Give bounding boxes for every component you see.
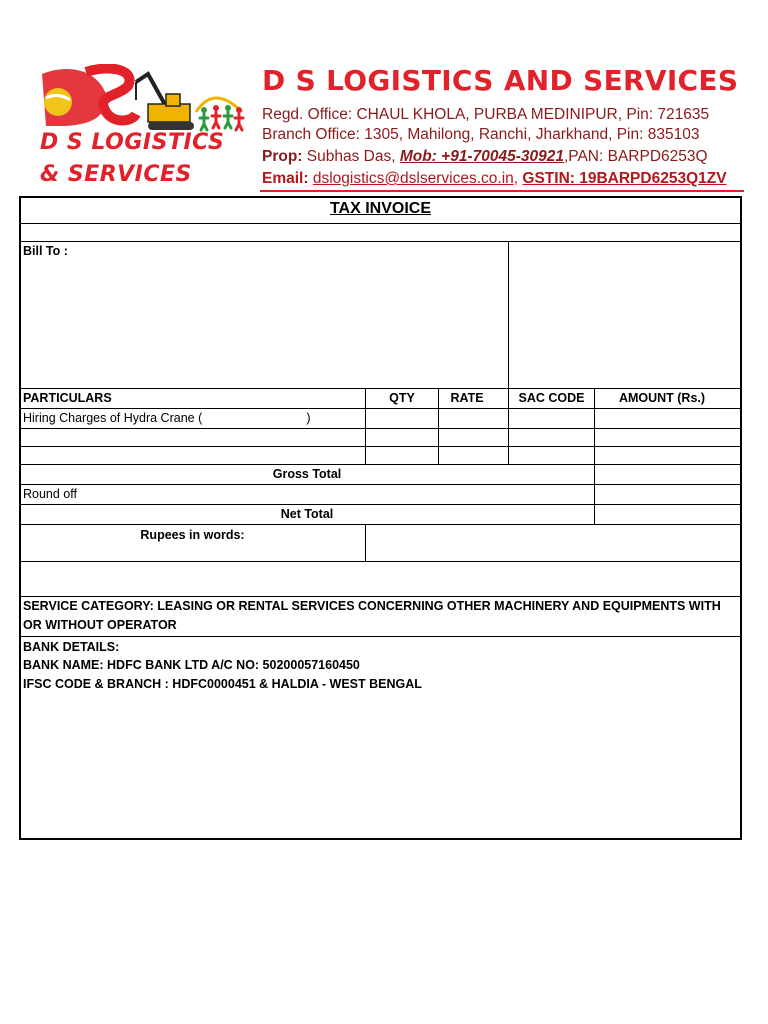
logo-text-line1: D S LOGISTICS — [40, 130, 225, 155]
header-divider — [260, 190, 744, 192]
rupees-in-words-label: Rupees in words: — [140, 528, 245, 542]
logo-text-line2: & SERVICES — [40, 162, 192, 187]
rule-service-bottom — [20, 636, 742, 637]
pan-number: ,PAN: BARPD6253Q — [563, 148, 708, 165]
rule-item3-bottom — [20, 464, 742, 465]
round-off-label: Round off — [23, 487, 77, 501]
net-total-label: Net Total — [280, 507, 334, 521]
email-link[interactable]: dslogistics@dslservices.co.in — [312, 170, 514, 187]
gross-total-label: Gross Total — [272, 467, 342, 481]
mobile-number: Mob: +91-70045-30921 — [399, 148, 564, 165]
prop-name: Subhas Das, — [302, 148, 400, 165]
rule-item2-bottom — [20, 446, 742, 447]
company-name: D S LOGISTICS AND SERVICES — [262, 64, 739, 97]
service-category-line1: SERVICE CATEGORY: LEASING OR RENTAL SERVICES CONCERNING OTHER MACHINERY AND EQUIPMENTS WITH — [23, 599, 721, 613]
regd-office: Regd. Office: CHAUL KHOLA, PURBA MEDINIPUR, Pin: 721635 — [262, 106, 710, 123]
ifsc-branch: IFSC CODE & BRANCH : HDFC0000451 & HALDIA - WEST BENGAL — [23, 677, 422, 691]
rule-blank-bottom — [20, 241, 742, 242]
item-hydra-crane: Hiring Charges of Hydra Crane ( ) — [23, 411, 311, 425]
rule-item1-bottom — [20, 428, 742, 429]
rule-roundoff-bottom — [20, 504, 742, 505]
invoice-title: TAX INVOICE — [329, 200, 432, 217]
col-sac-code: SAC CODE — [518, 391, 585, 405]
rule-col-amount — [594, 388, 595, 524]
branch-office: Branch Office: 1305, Mahilong, Ranchi, Jharkhand, Pin: 835103 — [262, 126, 700, 143]
rule-words-bottom — [20, 561, 742, 562]
rule-gross-bottom — [20, 484, 742, 485]
rule-net-bottom — [20, 524, 742, 525]
email-line — [262, 170, 727, 188]
bank-details-heading: BANK DETAILS: — [23, 640, 120, 654]
rule-header-bottom — [20, 408, 742, 409]
rule-billto-divider — [508, 241, 509, 388]
bill-to-label: Bill To : — [23, 244, 68, 258]
col-particulars: PARTICULARS — [23, 391, 112, 405]
email-separator: , — [513, 170, 523, 187]
rule-billto-bottom — [20, 388, 742, 389]
rule-blank2-bottom — [20, 596, 742, 597]
service-category-line2: OR WITHOUT OPERATOR — [23, 618, 177, 632]
prop-label: Prop: — [262, 148, 303, 165]
col-rate: RATE — [450, 391, 484, 405]
rule-title-bottom — [20, 223, 742, 224]
email-label: Email: — [262, 170, 313, 187]
proprietor-line — [262, 148, 708, 166]
gstin-number: GSTIN: 19BARPD6253Q1ZV — [522, 170, 727, 187]
bank-name: BANK NAME: HDFC BANK LTD A/C NO: 50200057160450 — [23, 658, 360, 672]
rule-words-divider — [365, 524, 366, 561]
col-qty: QTY — [389, 391, 415, 405]
col-amount: AMOUNT (Rs.) — [618, 391, 706, 405]
